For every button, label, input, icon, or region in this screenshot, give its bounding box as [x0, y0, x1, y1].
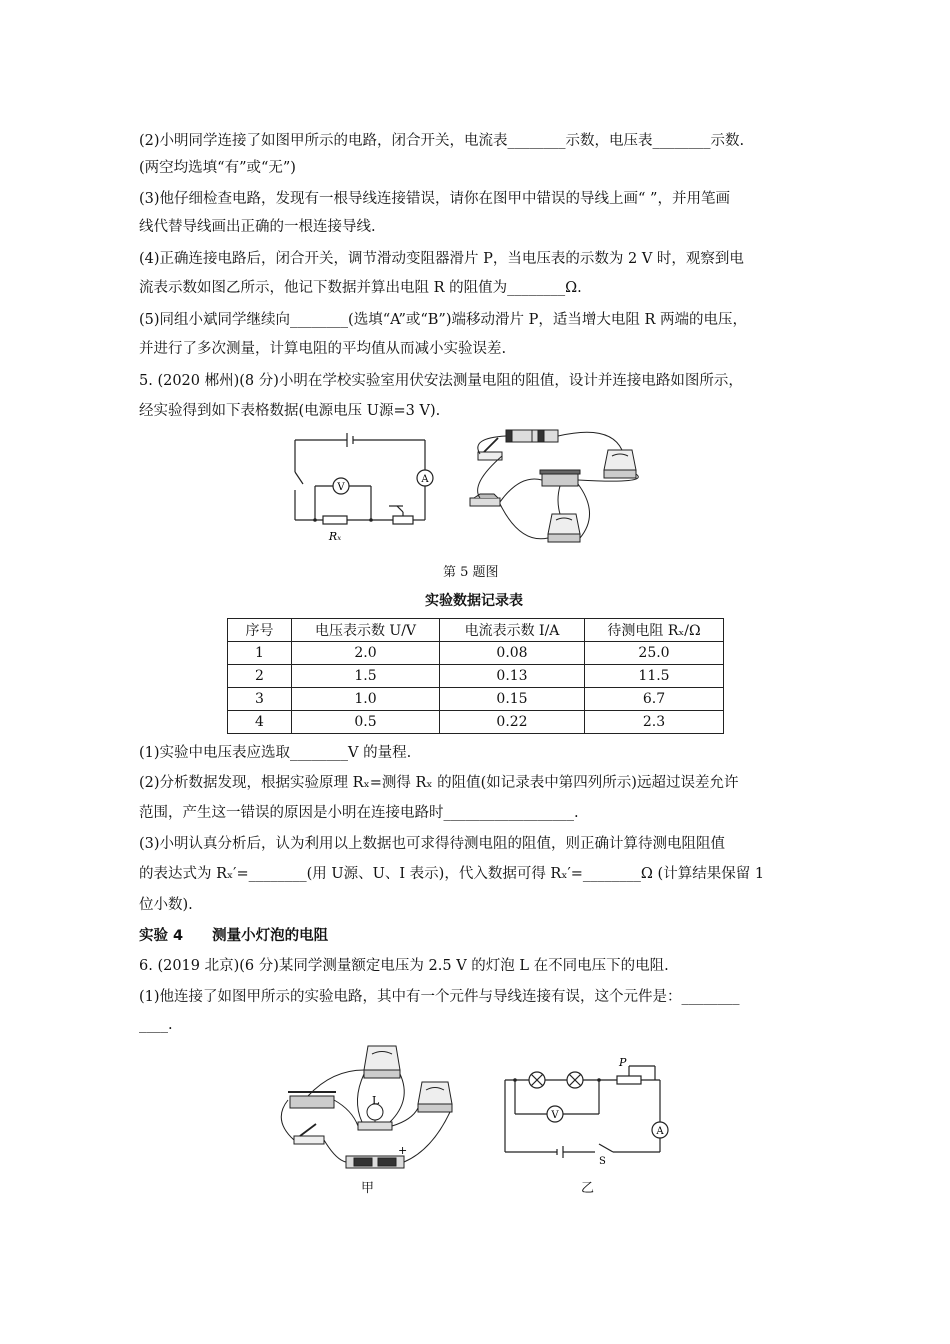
table-cell: 0.13: [440, 665, 585, 688]
table-header: 电压表示数 U/V: [292, 619, 440, 642]
text-line: 位小数).: [139, 897, 193, 913]
figure5-apparatus: [460, 424, 650, 548]
voltmeter-symbol: V: [337, 482, 345, 493]
table-row: [228, 665, 724, 688]
data-table: [227, 618, 724, 734]
voltmeter-symbol: V: [551, 1110, 559, 1121]
text-line: 线代替导线画出正确的一根连接导线.: [139, 219, 376, 235]
table-cell: 4: [228, 711, 292, 734]
table-cell: 0.08: [440, 642, 585, 665]
table-cell: 1.5: [292, 665, 440, 688]
figure5-schematic: [285, 432, 445, 544]
table-cell: 2.0: [292, 642, 440, 665]
ammeter-symbol: A: [656, 1126, 664, 1137]
text-line: (3)小明认真分析后，认为利用以上数据也可求得待测电阻的阻值，则正确计算待测电阻阻值: [139, 836, 726, 852]
table-cell: 11.5: [585, 665, 724, 688]
text-line: (1)他连接了如图甲所示的实验电路，其中有一个元件与导线连接有误，这个元件是：________: [139, 989, 740, 1005]
figure-label-yi: 乙: [581, 1181, 595, 1196]
figure-label-jia: 甲: [361, 1181, 375, 1196]
figure6-apparatus: [272, 1040, 472, 1180]
text-line: 流表示数如图乙所示，他记下数据并算出电阻 R 的阻值为________Ω.: [139, 280, 582, 296]
text-line: (4)正确连接电路后，闭合开关，调节滑动变阻器滑片 P，当电压表的示数为 2 V 时，观察到电: [139, 251, 744, 267]
table-cell: 25.0: [585, 642, 724, 665]
table-cell: 3: [228, 688, 292, 711]
text-line: (1)实验中电压表应选取________V 的量程.: [139, 745, 412, 761]
text-line: (两空均选填“有”或“无”): [139, 160, 296, 176]
question-5-stem: 5. (2020 郴州)(8 分)小明在学校实验室用伏安法测量电阻的阻值，设计并连接电路如图所示，: [139, 373, 743, 389]
text-line: (3)他仔细检查电路，发现有一根导线连接错误，请你在图甲中错误的导线上画“ ”，并用笔画: [139, 191, 730, 207]
table-row: [228, 688, 724, 711]
figure6-schematic: [495, 1052, 680, 1164]
table-cell: 6.7: [585, 688, 724, 711]
table-title: 实验数据记录表: [425, 593, 523, 609]
section-heading: 实验 4 测量小灯泡的电阻: [139, 928, 329, 944]
table-cell: 2: [228, 665, 292, 688]
text-line: (2)小明同学连接了如图甲所示的电路，闭合开关，电流表________示数，电压表________示数.: [139, 133, 745, 149]
table-row: [228, 642, 724, 665]
text-line: 并进行了多次测量，计算电阻的平均值从而减小实验误差.: [139, 341, 507, 357]
table-cell: 0.22: [440, 711, 585, 734]
text-line: (2)分析数据发现，根据实验原理 Rₓ=测得 Rₓ 的阻值(如记录表中第四列所示)远超过误差允许: [139, 775, 739, 791]
figure5-caption: 第 5 题图: [443, 565, 499, 580]
plus-sign: +: [398, 1144, 408, 1157]
table-header: 序号: [228, 619, 292, 642]
table-cell: 0.15: [440, 688, 585, 711]
table-header-row: [228, 619, 724, 642]
table-header: 电流表示数 I/A: [440, 619, 585, 642]
text-line: ____.: [139, 1017, 173, 1033]
table-cell: 0.5: [292, 711, 440, 734]
text-line: (5)同组小斌同学继续向________(选填“A”或“B”)端移动滑片 P，适当增大电阻 R 两端的电压，: [139, 312, 747, 328]
question-5-stem-cont: 经实验得到如下表格数据(电源电压 U源=3 V).: [139, 403, 441, 419]
switch-label: S: [599, 1156, 606, 1164]
lamp-label: L: [372, 1094, 380, 1107]
table-cell: 2.3: [585, 711, 724, 734]
text-line: 的表达式为 Rₓ′=________(用 U源、U、I 表示)，代入数据可得 Rₓ′=________Ω (计算结果保留 1: [139, 866, 765, 882]
question-6-stem: 6. (2019 北京)(6 分)某同学测量额定电压为 2.5 V 的灯泡 L 在不同电压下的电阻.: [139, 958, 669, 974]
slider-label: P: [619, 1056, 627, 1069]
resistor-label: Rₓ: [328, 530, 342, 543]
ammeter-symbol: A: [421, 474, 429, 485]
table-header: 待测电阻 Rₓ/Ω: [585, 619, 724, 642]
table-cell: 1.0: [292, 688, 440, 711]
text-line: 范围，产生这一错误的原因是小明在连接电路时__________________.: [139, 805, 579, 821]
table-row: [228, 711, 724, 734]
table-cell: 1: [228, 642, 292, 665]
